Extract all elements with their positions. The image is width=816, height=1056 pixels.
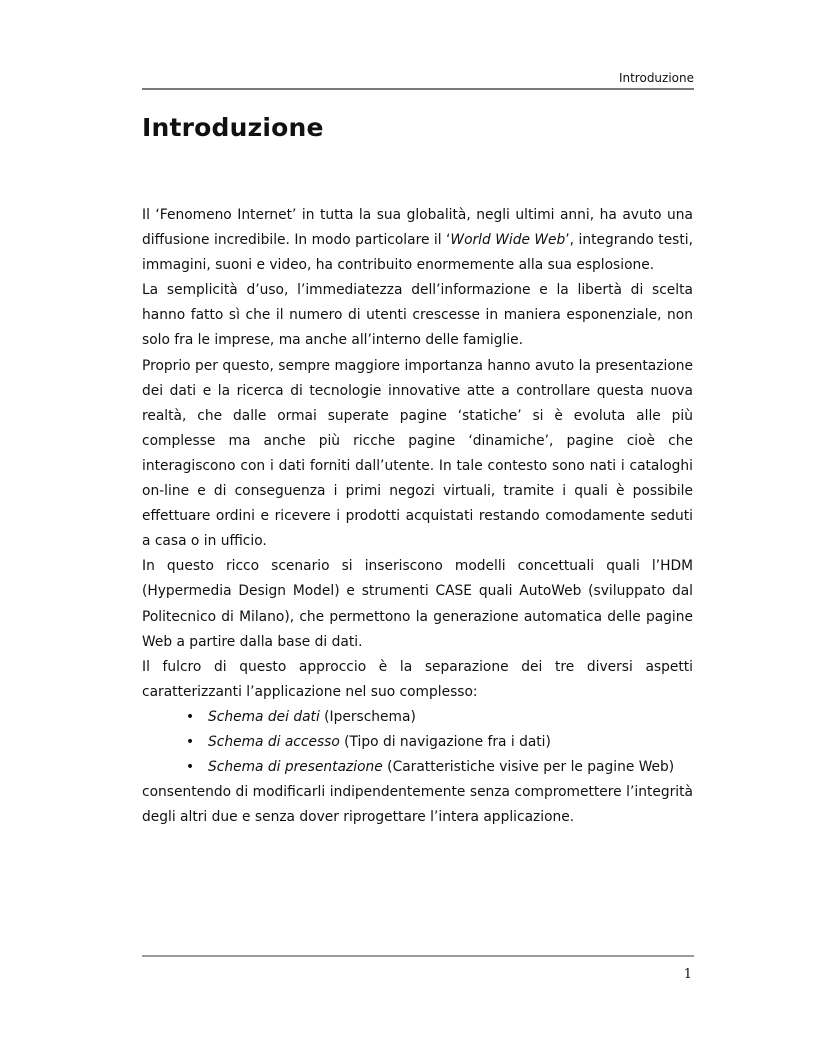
paragraph-3: Proprio per questo, sempre maggiore importanza hanno avuto la presentazione dei dati e la ricerca di tecnologie innovative atte a controllare questa nuova realtà, che dalle ormai superate pagine ‘statiche’ si è evoluta alle più complesse ma anche più ricche pagine ‘dinamiche’, pagine cioè che interagiscono con i dati forniti dall’utente. In tale contesto sono nati i cataloghi on-line e di conseguenza i primi negozi virtuali, tramite i quali è possibile effettuare ordini e ricevere i prodotti acquistati restando comodamente seduti a casa o in ufficio. xyxy=(142,357,693,550)
aspect-description: (Tipo di navigazione fra i dati) xyxy=(339,733,551,750)
chapter-title: Introduzione xyxy=(142,113,324,142)
paragraph-1-text-b: ’, integrando testi, immagini, suoni e video, ha contribuito enormemente alla sua esplosione. xyxy=(142,232,693,274)
bullet-icon: • xyxy=(186,759,195,776)
aspect-term: Schema di presentazione xyxy=(208,759,383,776)
paragraph-5: Il fulcro di questo approccio è la separazione dei tre diversi aspetti caratterizzanti l’applicazione nel suo complesso: xyxy=(142,658,693,700)
list-item xyxy=(142,705,693,730)
aspect-term: Schema dei dati xyxy=(208,708,320,725)
footer-rule xyxy=(142,955,694,957)
running-header: Introduzione xyxy=(618,71,694,85)
bullet-icon: • xyxy=(186,708,195,725)
paragraph-4: In questo ricco scenario si inseriscono modelli concettuali quali l’HDM (Hypermedia Design Model) e strumenti CASE quali AutoWeb (sviluppato dal Politecnico di Milano), che permettono la generazione automatica delle pagine Web a partire dalla base di dati. xyxy=(142,558,693,650)
body-text xyxy=(142,203,693,830)
header-rule xyxy=(142,88,694,90)
list-item xyxy=(142,755,693,780)
paragraph-2: La semplicità d’uso, l’immediatezza dell’informazione e la libertà di scelta hanno fatto sì che il numero di utenti crescesse in maniera esponenziale, non solo fra le imprese, ma anche all’interno delle famiglie. xyxy=(142,282,693,349)
aspect-term: Schema di accesso xyxy=(208,733,340,750)
paragraph-1-text-a: Il ‘Fenomeno Internet’ in tutta la sua globalità, negli ultimi anni, ha avuto una diffusione incredibile. In modo particolare il ‘ xyxy=(142,207,693,249)
world-wide-web-term: World Wide Web xyxy=(450,232,566,249)
aspects-list xyxy=(142,705,693,780)
bullet-icon: • xyxy=(186,733,195,750)
page-number: 1 xyxy=(683,967,692,982)
aspect-description: (Caratteristiche visive per le pagine Web) xyxy=(382,759,675,776)
paragraph-6: consentendo di modificarli indipendentemente senza compromettere l’integrità degli altri due e senza dover riprogettare l’intera applicazione. xyxy=(142,784,693,826)
paragraph-1 xyxy=(142,203,693,278)
list-item xyxy=(142,730,693,755)
aspect-description: (Iperschema) xyxy=(319,708,416,725)
